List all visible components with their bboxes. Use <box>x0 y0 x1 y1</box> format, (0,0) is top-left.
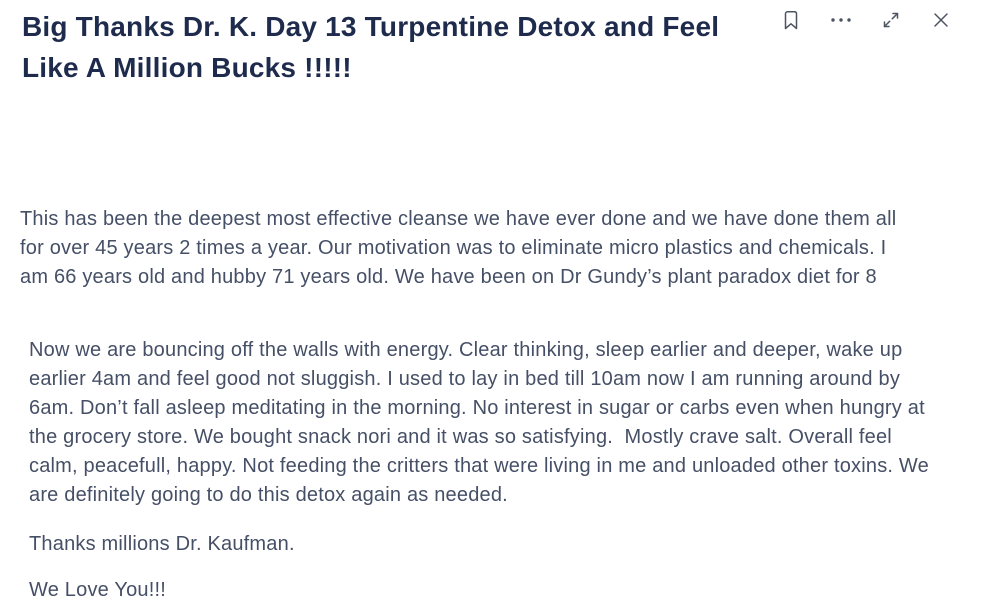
expand-icon <box>880 9 902 31</box>
paragraph-intro: This has been the deepest most effective cleanse we have ever done and we have done them all for over 45 years 2 times a year. Our motivation was to eliminate micro plastics and chemicals. I am 66 years old and hubby 71 years old. We have been on Dr Gundy’s plant paradox diet for 8 <box>20 208 903 288</box>
bookmark-icon <box>781 9 801 31</box>
window-actions <box>780 9 952 31</box>
paragraph-update: Now we are bouncing off the walls with energy. Clear thinking, sleep earlier and deeper, wake up earlier 4am and feel good not sluggish. I used to lay in bed till 10am now I am running around by 6am. Don’t fall asleep meditating in the morning. No interest in sugar or carbs even when hungry at the grocery store. We bought snack nori and it was so satisfying. Mostly crave salt. Overall feel calm, peacefull, happy. Not feeding the critters that were living in me and unloaded other toxins. We are definitely going to do this detox again as needed. <box>29 339 935 506</box>
expand-button[interactable] <box>880 9 902 31</box>
close-icon <box>930 9 952 31</box>
bookmark-button[interactable] <box>780 9 802 31</box>
post-header <box>22 6 952 88</box>
more-options-button[interactable] <box>830 9 852 31</box>
article-body <box>0 205 1000 605</box>
page-title: Big Thanks Dr. K. Day 13 Turpentine Detox and Feel Like A Million Bucks !!!!! <box>22 11 720 83</box>
ellipsis-icon <box>829 9 853 31</box>
paragraph-thanks: Thanks millions Dr. Kaufman. <box>29 533 295 555</box>
close-button[interactable] <box>930 9 952 31</box>
paragraph-love: We Love You!!! <box>29 579 166 601</box>
